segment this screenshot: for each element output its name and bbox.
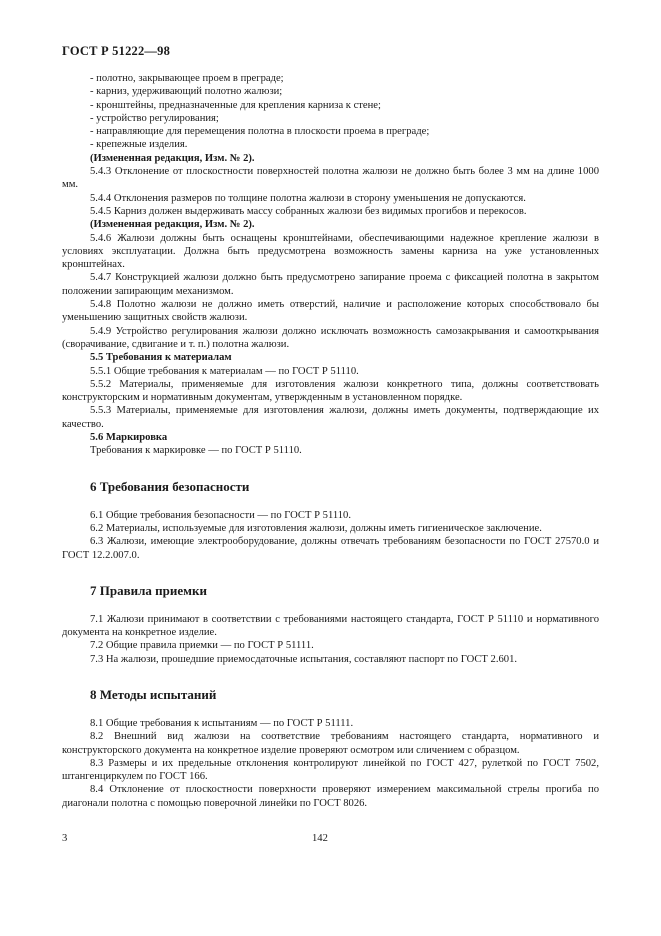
page-number-global: 142 [312, 833, 328, 844]
paragraph-8-2: 8.2 Внешний вид жалюзи на соответствие требованиям настоящего стандарта, нормативного и конструкторского документа на конкретное изделие проверяют осмотром или сличением с образцом. [62, 731, 599, 756]
paragraph-5-6: Требования к маркировке — по ГОСТ Р 51110. [90, 445, 302, 457]
list-item: - кронштейны, предназначенные для крепления карниза к стене; [90, 99, 381, 111]
revision-note: (Измененная редакция, Изм. № 2). [90, 152, 255, 164]
paragraph-6-3: 6.3 Жалюзи, имеющие электрооборудование, должны отвечать требованиям безопасности по ГОСТ 27570.0 и ГОСТ 12.2.007.0. [62, 536, 599, 561]
paragraph-5-5-2: 5.5.2 Материалы, применяемые для изготовления жалюзи конкретного типа, должны соответствовать конструкторским и нормативным документам, утвержденным в установленном порядке. [62, 378, 599, 404]
subsection-heading-5-6: 5.6 Маркировка [90, 432, 168, 444]
revision-note: (Измененная редакция, Изм. № 2). [90, 219, 255, 231]
paragraph-5-4-9: 5.4.9 Устройство регулирования жалюзи должно исключать возможность самозакрывания и самооткрывания (сворачивание, сдвигание и т. п.) полотна жалюзи. [62, 325, 599, 350]
document-code-header: ГОСТ Р 51222—98 [62, 44, 171, 58]
list-item: - устройство регулирования; [90, 112, 219, 124]
paragraph-7-1: 7.1 Жалюзи принимают в соответствии с требованиями настоящего стандарта, ГОСТ Р 51110 и нормативного документа на конкретное изделие. [62, 613, 599, 639]
paragraph-5-4-8: 5.4.8 Полотно жалюзи не должно иметь отверстий, наличие и расположение которых способствовало бы уменьшению защитных свойств жалюзи. [62, 299, 599, 324]
section-title-7: 7 Правила приемки [90, 582, 207, 598]
section-title-6: 6 Требования безопасности [90, 478, 250, 494]
paragraph-5-4-3: 5.4.3 Отклонение от плоскостности поверхностей полотна жалюзи не должно быть более 3 мм на длине 1000 мм. [62, 166, 599, 191]
page-number-local: 3 [62, 833, 68, 844]
page-content [62, 72, 599, 810]
paragraph-8-1: 8.1 Общие требования к испытаниям — по ГОСТ Р 51111. [90, 717, 354, 729]
paragraph-5-4-5: 5.4.5 Карниз должен выдерживать массу собранных жалюзи без видимых прогибов и перекосов. [90, 205, 527, 217]
section-title-8: 8 Методы испытаний [90, 686, 217, 702]
paragraph-6-2: 6.2 Материалы, используемые для изготовления жалюзи, должны иметь гигиеническое заключение. [90, 522, 542, 534]
paragraph-5-4-7: 5.4.7 Конструкцией жалюзи должно быть предусмотрено запирание проема с фиксацией полотна в закрытом положении запирающим механизмом. [62, 272, 599, 297]
list-item: - полотно, закрывающее проем в преграде; [90, 73, 284, 84]
paragraph-6-1: 6.1 Общие требования безопасности — по ГОСТ Р 51110. [90, 509, 351, 521]
list-item: - крепежные изделия. [90, 139, 188, 151]
paragraph-8-4: 8.4 Отклонение от плоскостности поверхности проверяют измерением максимальной стрелы прогиба по диагонали полотна с помощью поверочной линейки по ГОСТ 8026. [62, 784, 599, 809]
list-item: - направляющие для перемещения полотна в плоскости проема в преграде; [90, 126, 430, 138]
paragraph-5-5-1: 5.5.1 Общие требования к материалам — по ГОСТ Р 51110. [90, 365, 359, 377]
paragraph-7-2: 7.2 Общие правила приемки — по ГОСТ Р 51111. [90, 640, 314, 652]
list-item: - карниз, удерживающий полотно жалюзи; [90, 86, 283, 98]
subsection-heading-5-5: 5.5 Требования к материалам [90, 352, 232, 364]
paragraph-7-3: 7.3 На жалюзи, прошедшие приемосдаточные испытания, составляют паспорт по ГОСТ 2.601. [90, 653, 518, 665]
paragraph-5-5-3: 5.5.3 Материалы, применяемые для изготовления жалюзи, должны иметь документы, подтверждающие их качество. [62, 405, 599, 430]
paragraph-5-4-4: 5.4.4 Отклонения размеров по толщине полотна жалюзи в сторону уменьшения не допускаются. [90, 192, 526, 204]
paragraph-5-4-6: 5.4.6 Жалюзи должны быть оснащены кронштейнами, обеспечивающими надежное крепление жалюзи в условиях эксплуатации. Должна быть предусмотрена возможность замены карниза на уже установленных кронштейнах. [62, 232, 599, 271]
paragraph-8-3: 8.3 Размеры и их предельные отклонения контролируют линейкой по ГОСТ 427, рулеткой по ГОСТ 7502, штангенциркулем по ГОСТ 166. [62, 757, 599, 783]
